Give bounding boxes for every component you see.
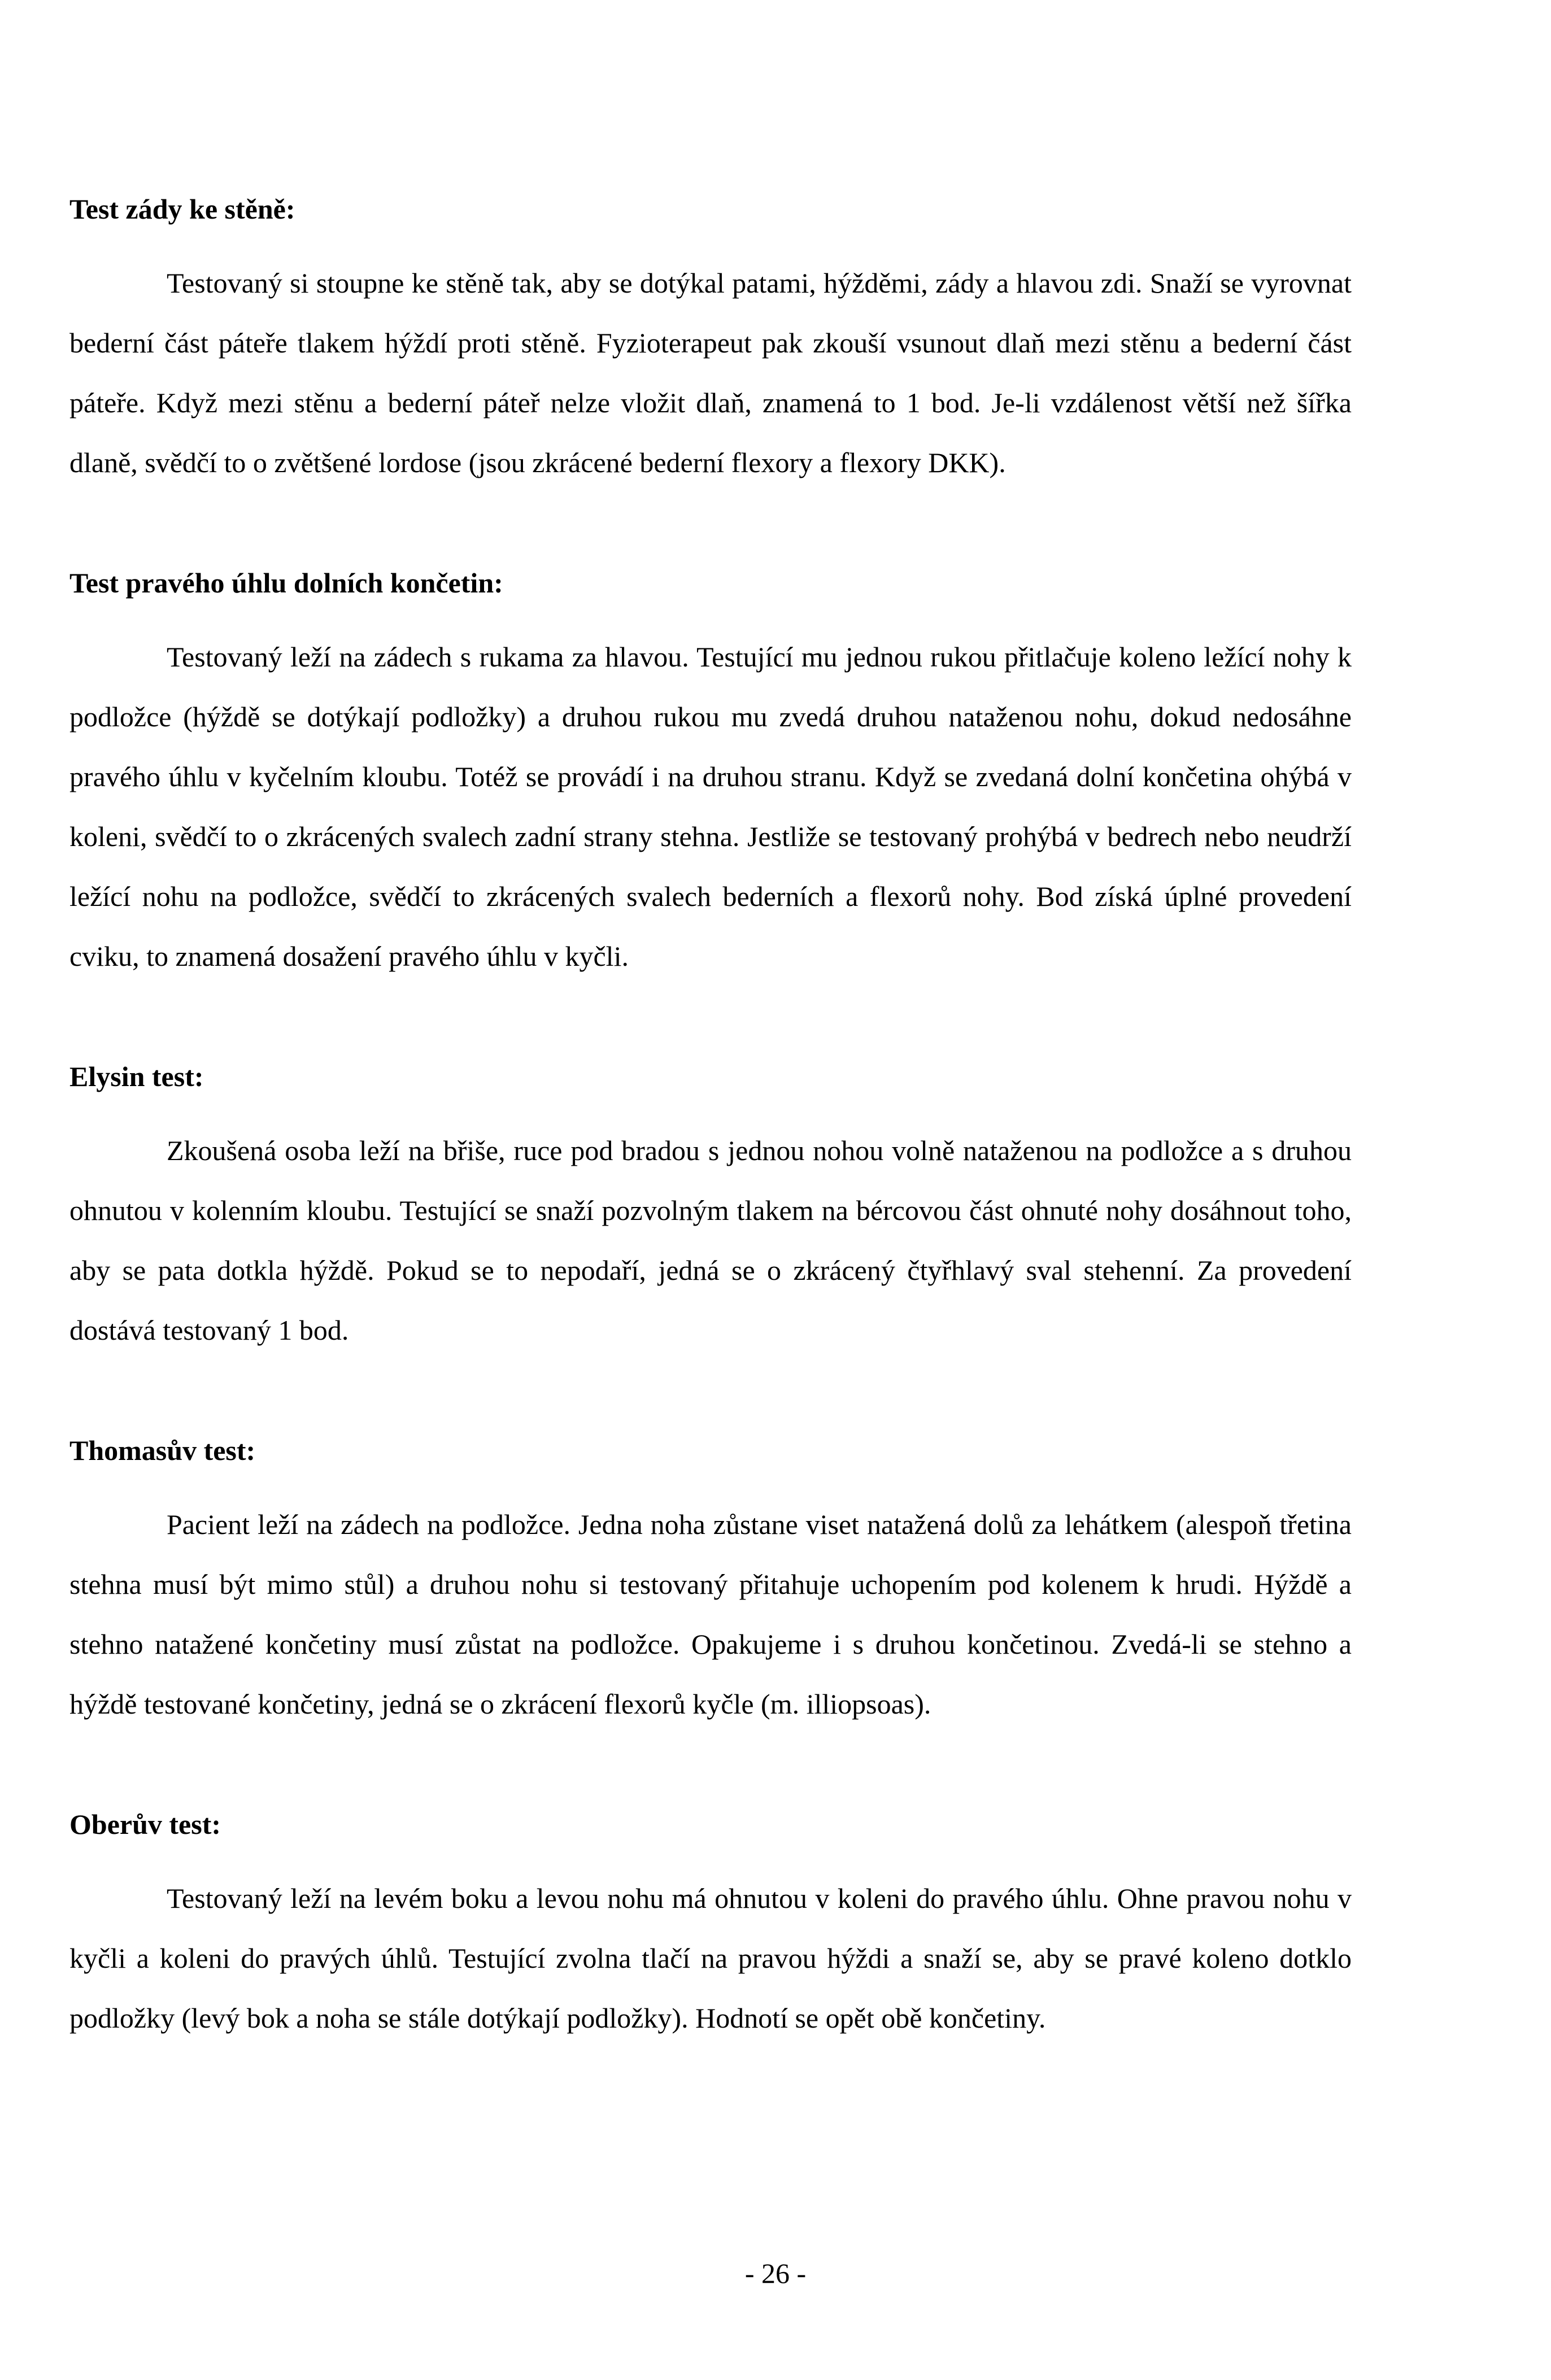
section-elysin-test <box>69 1060 1352 1360</box>
section-heading: Oberův test: <box>69 1808 221 1840</box>
section-paragraph: Testovaný leží na zádech s rukama za hlavou. Testující mu jednou rukou přitlačuje koleno ležící nohy k podložce (hýždě se dotýkají podložky) a druhou rukou mu zvedá druhou nataženou nohu, dokud nedosáhne pravého úhlu v kyčelním kloubu. Totéž se provádí i na druhou stranu. Když se zvedaná dolní končetina ohýbá v koleni, svědčí to o zkrácených svalech zadní strany stehna. Jestliže se testovaný prohýbá v bedrech nebo neudrží ležící nohu na podložce, svědčí to zkrácených svalech bederních a flexorů nohy. Bod získá úplné provedení cviku, to znamená dosažení pravého úhlu v kyčli. <box>69 641 1352 972</box>
section-heading: Elysin test: <box>69 1061 204 1092</box>
page-number: - 26 - <box>744 2257 807 2289</box>
section-heading: Test pravého úhlu dolních končetin: <box>69 567 503 599</box>
section-paragraph: Zkoušená osoba leží na břiše, ruce pod bradou s jednou nohou volně nataženou na podložce a s druhou ohnutou v kolenním kloubu. Testující se snaží pozvolným tlakem na bércovou část ohnuté nohy dosáhnout toho, aby se pata dotkla hýždě. Pokud se to nepodaří, jedná se o zkrácený čtyřhlavý sval stehenní. Za provedení dostává testovaný 1 bod. <box>69 1135 1352 1346</box>
section-test-praveho-uhlu <box>69 566 1352 986</box>
section-test-zady-ke-stene <box>69 192 1352 492</box>
section-paragraph: Testovaný leží na levém boku a levou nohu má ohnutou v koleni do pravého úhlu. Ohne pravou nohu v kyčli a koleni do pravých úhlů. Testující zvolna tlačí na pravou hýždi a snaží se, aby se pravé koleno dotklo podložky (levý bok a noha se stále dotýkají podložky). Hodnotí se opět obě končetiny. <box>69 1882 1352 2034</box>
section-paragraph: Pacient leží na zádech na podložce. Jedna noha zůstane viset natažená dolů za lehátkem (alespoň třetina stehna musí být mimo stůl) a druhou nohu si testovaný přitahuje uchopením pod kolenem k hrudi. Hýždě a stehno natažené končetiny musí zůstat na podložce. Opakujeme i s druhou končetinou. Zvedá-li se stehno a hýždě testované končetiny, jedná se o zkrácení flexorů kyčle (m. illiopsoas). <box>69 1509 1352 1720</box>
section-heading: Test zády ke stěně: <box>69 193 295 225</box>
section-veruv-test <box>69 1807 1352 2048</box>
section-paragraph: Testovaný si stoupne ke stěně tak, aby se dotýkal patami, hýžděmi, zády a hlavou zdi. Snaží se vyrovnat bederní část páteře tlakem hýždí proti stěně. Fyzioterapeut pak zkouší vsunout dlaň mezi stěnu a bederní část páteře. Když mezi stěnu a bederní páteř nelze vložit dlaň, znamená to 1 bod. Je-li vzdálenost větší než šířka dlaně, svědčí to o zvětšené lordose (jsou zkrácené bederní flexory a flexory DKK). <box>69 267 1352 478</box>
page-content <box>69 192 1352 2121</box>
section-thomasuv-test <box>69 1433 1352 1734</box>
section-heading: Thomasův test: <box>69 1435 256 1466</box>
